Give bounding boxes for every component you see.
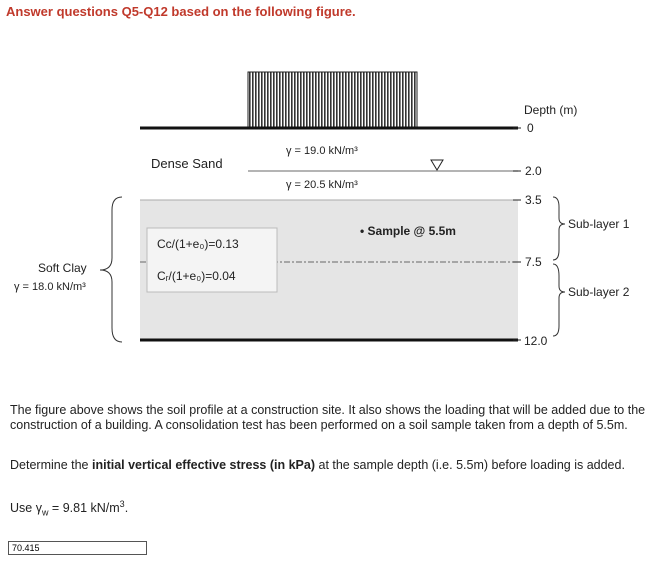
compression-index-label: Cᴄ/(1+e₀)=0.13	[157, 237, 239, 251]
unit-superscript: 3	[119, 499, 125, 509]
dense-sand-label: Dense Sand	[151, 156, 223, 171]
depth-3-5-label: 3.5	[525, 193, 542, 207]
question-emphasis: initial vertical effective stress (in kPa)	[91, 458, 316, 472]
depth-7-5-label: 7.5	[525, 255, 542, 269]
unit-weight-note	[10, 497, 650, 521]
question-paragraph-2	[10, 458, 650, 473]
answer-input[interactable]	[8, 541, 147, 555]
soft-clay-label: Soft Clay	[38, 261, 87, 275]
sublayer2-label: Sub-layer 2	[568, 285, 630, 299]
sample-label: • Sample @ 5.5m	[360, 224, 456, 238]
question-text-end: at the sample depth (i.e. 5.5m) before loading is added.	[315, 458, 625, 472]
sublayer1-label: Sub-layer 1	[568, 217, 630, 231]
unit-weight-upper: γ = 19.0 kN/m³	[286, 145, 358, 157]
water-table-icon	[431, 160, 443, 170]
soft-clay-unit-weight: γ = 18.0 kN/m³	[14, 281, 86, 293]
question-header: Answer questions Q5-Q12 based on the following figure.	[6, 4, 356, 19]
soft-clay-brace	[100, 197, 122, 342]
depth-0-label: 0	[527, 121, 534, 135]
question-text: Determine the	[10, 458, 92, 472]
depth-axis-label: Depth (m)	[524, 103, 578, 117]
sublayer2-brace	[553, 264, 565, 336]
unit-weight-lower: γ = 20.5 kN/m³	[286, 179, 358, 191]
depth-2-label: 2.0	[525, 164, 542, 178]
gamma-subscript: w	[41, 507, 49, 518]
sublayer1-brace	[553, 197, 565, 260]
question-paragraph-1: The figure above shows the soil profile at a construction site. It also shows the loading that will be added due to the construction of a building. A consolidation test has been performed on a soil sample taken from a depth of 5.5m.	[10, 403, 646, 432]
recompression-index-label: Cᵣ/(1+e₀)=0.04	[157, 269, 236, 283]
gamma-symbol: Use γ	[10, 501, 42, 516]
gamma-value: = 9.81 kN/m	[48, 501, 120, 516]
depth-12-label: 12.0	[524, 334, 548, 348]
building-load	[248, 72, 417, 128]
note-end: .	[124, 501, 129, 516]
